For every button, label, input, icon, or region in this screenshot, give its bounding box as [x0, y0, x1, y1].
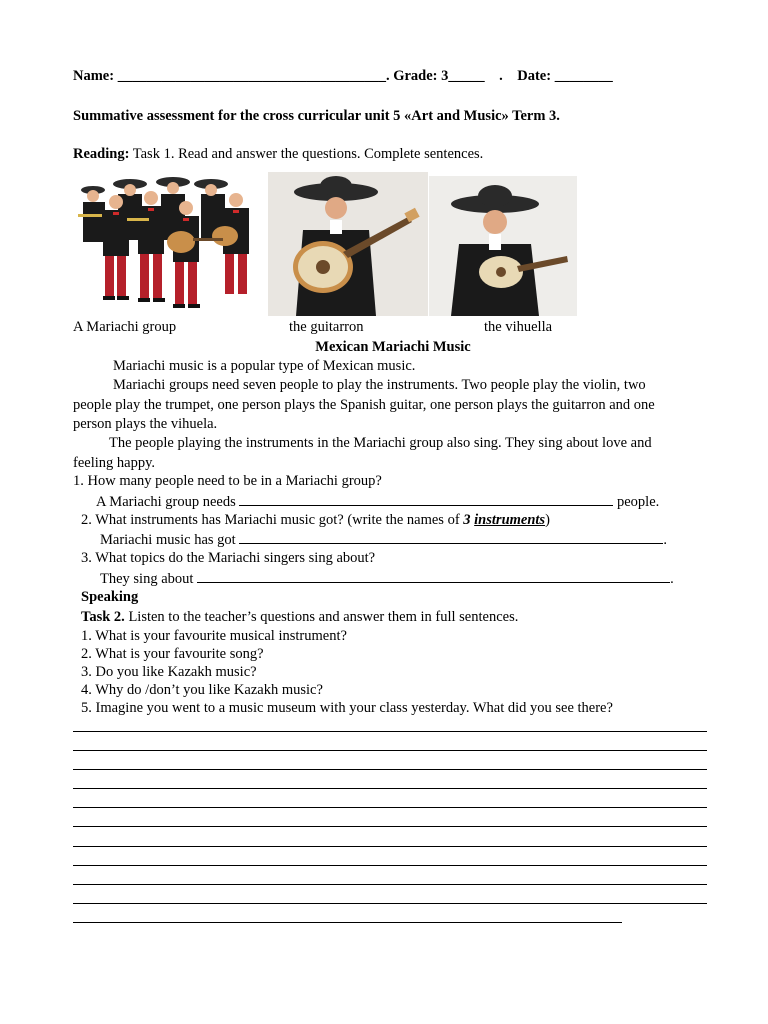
answer-1-blank[interactable]	[239, 493, 613, 506]
guitarron-photo	[268, 172, 428, 316]
answer-3-blank[interactable]	[197, 570, 670, 583]
name-label: Name:	[73, 68, 115, 84]
question-2-number: 3	[463, 512, 471, 528]
answer-3-line	[100, 570, 674, 588]
article-paragraph-2-line-2: people play the trumpet, one person plays the Spanish guitar, one person plays the guitarron and one	[73, 397, 655, 413]
question-1: 1. How many people need to be in a Mariachi group?	[73, 473, 382, 489]
vihuella-photo	[429, 176, 577, 316]
grade-label[interactable]: . Grade: 3_____	[385, 68, 485, 84]
name-grade-date-line	[73, 68, 613, 85]
answer-2-end: .	[663, 532, 667, 548]
article-title: Mexican Mariachi Music	[315, 339, 471, 355]
dot: .	[499, 68, 503, 84]
article-paragraph-1: Mariachi music is a popular type of Mexican music.	[113, 358, 416, 374]
answer-3-start: They sing about	[100, 571, 194, 587]
answer-1-start: A Mariachi group needs	[96, 494, 236, 510]
reading-task-text: Task 1. Read and answer the questions. Complete sentences.	[129, 146, 484, 162]
date-label[interactable]: Date: ________	[517, 68, 613, 84]
speaking-question-2: 2. What is your favourite song?	[81, 646, 264, 662]
speaking-question-3: 3. Do you like Kazakh music?	[81, 664, 257, 680]
speaking-task-line	[81, 609, 518, 626]
question-2	[81, 512, 550, 529]
reading-task-line	[73, 146, 483, 163]
article-paragraph-3-line-1: The people playing the instruments in the Mariachi group also sing. They sing about love and	[109, 435, 652, 451]
answer-1-end: people.	[616, 494, 660, 510]
question-2-instruments: instruments	[474, 512, 546, 528]
speaking-task-label: Task 2.	[81, 609, 125, 625]
answer-3-end: .	[670, 571, 674, 587]
answer-2-blank[interactable]	[239, 531, 663, 544]
answer-2-line	[100, 531, 667, 549]
mariachi-group-photo	[73, 172, 266, 316]
question-2-end: )	[545, 512, 550, 528]
answer-rule[interactable]	[73, 846, 707, 847]
assessment-title: Summative assessment for the cross curricular unit 5 «Art and Music» Term 3.	[73, 108, 560, 124]
caption-guitarron: the guitarron	[289, 319, 364, 335]
speaking-heading: Speaking	[81, 589, 139, 605]
answer-rule[interactable]	[73, 865, 707, 866]
answer-rule[interactable]	[73, 788, 707, 789]
article-paragraph-2-line-1: Mariachi groups need seven people to play the instruments. Two people play the violin, two	[113, 377, 646, 393]
answer-rule[interactable]	[73, 769, 707, 770]
speaking-question-5: 5. Imagine you went to a music museum with your class yesterday. What did you see there?	[81, 700, 613, 716]
answer-rule[interactable]	[73, 750, 707, 751]
answer-rule[interactable]	[73, 884, 707, 885]
caption-mariachi-group: A Mariachi group	[73, 319, 177, 335]
question-3: 3. What topics do the Mariachi singers sing about?	[81, 550, 376, 566]
answer-rule[interactable]	[73, 922, 622, 923]
answer-1-line	[96, 493, 659, 511]
question-2-start: 2. What instruments has Mariachi music got? (write the names of	[81, 512, 464, 528]
reading-label: Reading:	[73, 146, 130, 162]
speaking-task-text: Listen to the teacher’s questions and answer them in full sentences.	[124, 609, 519, 625]
caption-vihuella: the vihuella	[484, 319, 553, 335]
speaking-question-1: 1. What is your favourite musical instrument?	[81, 628, 347, 644]
answer-rule[interactable]	[73, 731, 707, 732]
article-paragraph-3-line-2: feeling happy.	[73, 455, 156, 471]
speaking-question-4: 4. Why do /don’t you like Kazakh music?	[81, 682, 323, 698]
answer-rule[interactable]	[73, 807, 707, 808]
answer-2-start: Mariachi music has got	[100, 532, 236, 548]
answer-rule[interactable]	[73, 903, 707, 904]
article-paragraph-2-line-3: person plays the vihuela.	[73, 416, 218, 432]
answer-rule[interactable]	[73, 826, 707, 827]
name-blank[interactable]: _____________________________________	[117, 68, 386, 84]
